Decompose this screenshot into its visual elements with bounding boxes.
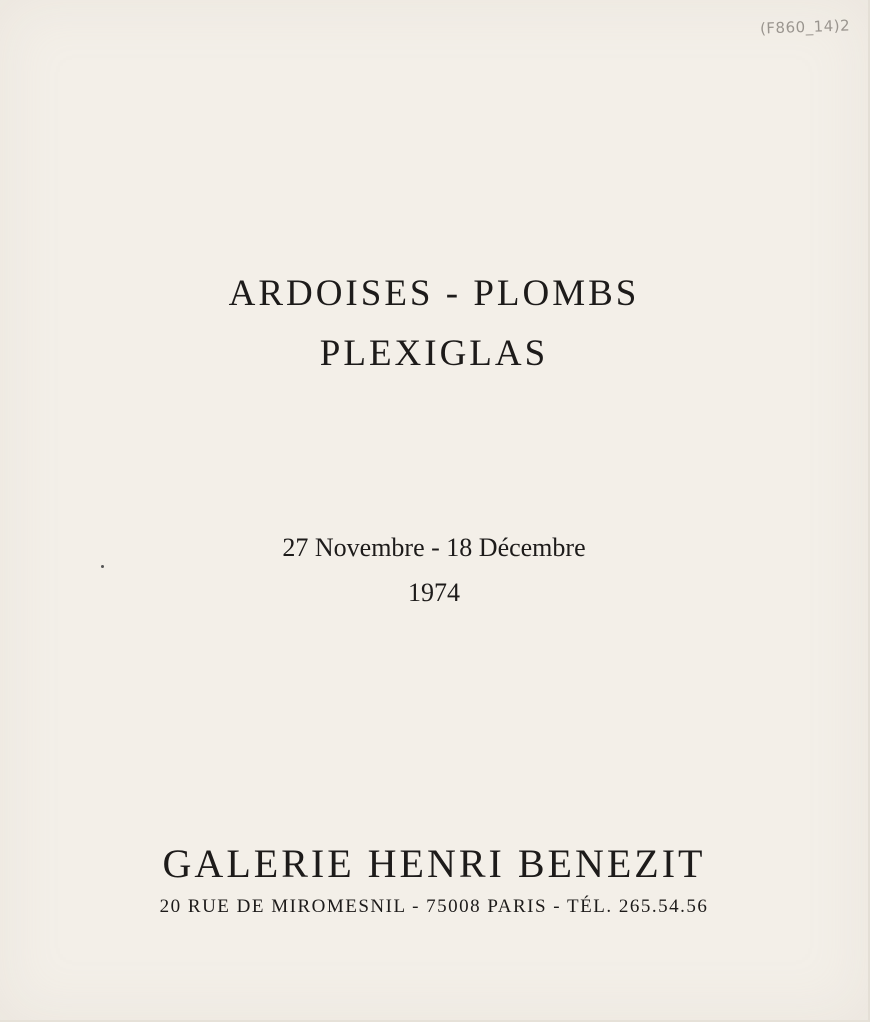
gallery-address: 20 RUE DE MIROMESNIL - 75008 PARIS - TÉL. 265.54.56 [159,896,709,917]
exhibition-date-range: 27 Novembre - 18 Décembre [282,533,586,562]
exhibition-year: 1974 [408,578,460,607]
handwritten-reference-note: (F860_14)2 [759,16,851,38]
exhibition-title-line-2: PLEXIGLAS [319,333,549,374]
exhibition-title-line-1: ARDOISES - PLOMBS [228,273,640,314]
gallery-name: GALERIE HENRI BENEZIT [162,841,706,886]
paper-speck [101,565,104,568]
